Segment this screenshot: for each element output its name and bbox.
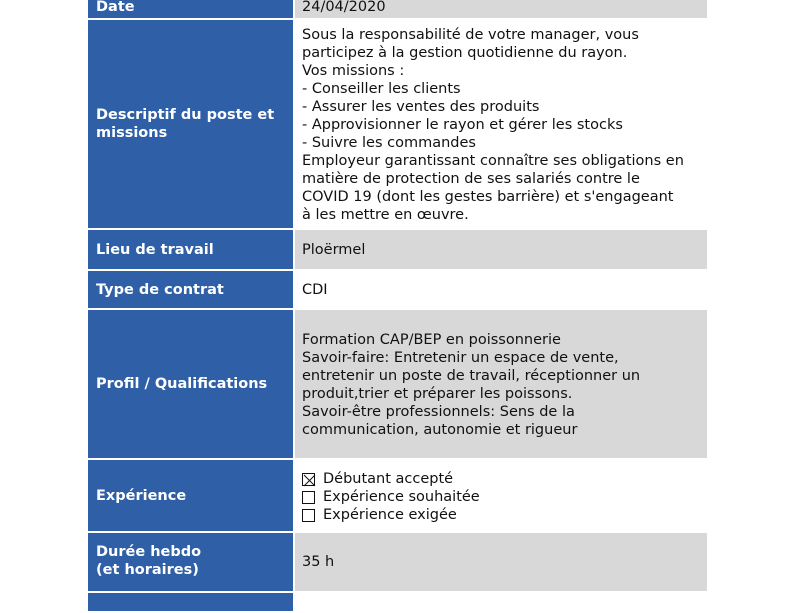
profil-line: Savoir-faire: Entretenir un espace de vente, [302,350,619,366]
profil-line: entretenir un poste de travail, réceptionner un [302,368,641,384]
experience-option-label: Expérience exigée [323,507,457,523]
value-profil [295,310,707,458]
label-date: Date [88,0,295,18]
descriptif-line: à les mettre en œuvre. [302,207,469,223]
descriptif-line: - Conseiller les clients [302,81,461,97]
label-contrat: Type de contrat [88,271,295,308]
label-descriptif: Descriptif du poste et missions [88,20,295,228]
unchecked-checkbox-icon[interactable] [302,491,315,504]
profil-line: Formation CAP/BEP en poissonnerie [302,332,561,348]
profil-line: Savoir-être professionnels: Sens de la [302,404,575,420]
experience-option-label: Expérience souhaitée [323,489,480,505]
descriptif-line: Employeur garantissant connaître ses obligations en [302,153,684,169]
descriptif-line: participez à la gestion quotidienne du rayon. [302,45,628,61]
profil-line: communication, autonomie et rigueur [302,422,578,438]
label-profil: Profil / Qualifications [88,310,295,458]
value-descriptif [295,20,707,228]
label-duree-line: Durée hebdo [96,544,202,560]
row-lieu [88,230,707,271]
value-duree: 35 h [295,533,707,591]
experience-option-souhaitee[interactable] [302,488,707,506]
label-lieu: Lieu de travail [88,230,295,269]
value-date: 24/04/2020 [295,0,707,18]
unchecked-checkbox-icon[interactable] [302,509,315,522]
experience-option-debutant[interactable] [302,470,707,488]
value-next [295,593,707,611]
label-duree-line: (et horaires) [96,562,199,578]
checked-checkbox-icon[interactable] [302,473,315,486]
row-experience [88,460,707,533]
descriptif-line: Sous la responsabilité de votre manager, vous [302,27,639,43]
descriptif-line: COVID 19 (dont les gestes barrière) et s'engageant [302,189,674,205]
row-date [88,0,707,20]
experience-option-exigee[interactable] [302,506,707,524]
value-contrat: CDI [295,271,707,308]
row-duree [88,533,707,593]
descriptif-line: - Suivre les commandes [302,135,476,151]
value-experience [295,460,707,531]
row-next [88,593,707,613]
row-contrat [88,271,707,310]
profil-line: produit,trier et préparer les poissons. [302,386,573,402]
label-next [88,593,295,611]
descriptif-line: matière de protection de ses salariés contre le [302,171,640,187]
row-profil [88,310,707,460]
row-descriptif [88,20,707,230]
job-offer-table [88,0,707,613]
descriptif-line: Vos missions : [302,63,405,79]
experience-option-label: Débutant accepté [323,471,454,487]
value-lieu: Ploërmel [295,230,707,269]
descriptif-line: - Assurer les ventes des produits [302,99,540,115]
label-experience: Expérience [88,460,295,531]
label-duree [88,533,295,591]
descriptif-line: - Approvisionner le rayon et gérer les stocks [302,117,623,133]
